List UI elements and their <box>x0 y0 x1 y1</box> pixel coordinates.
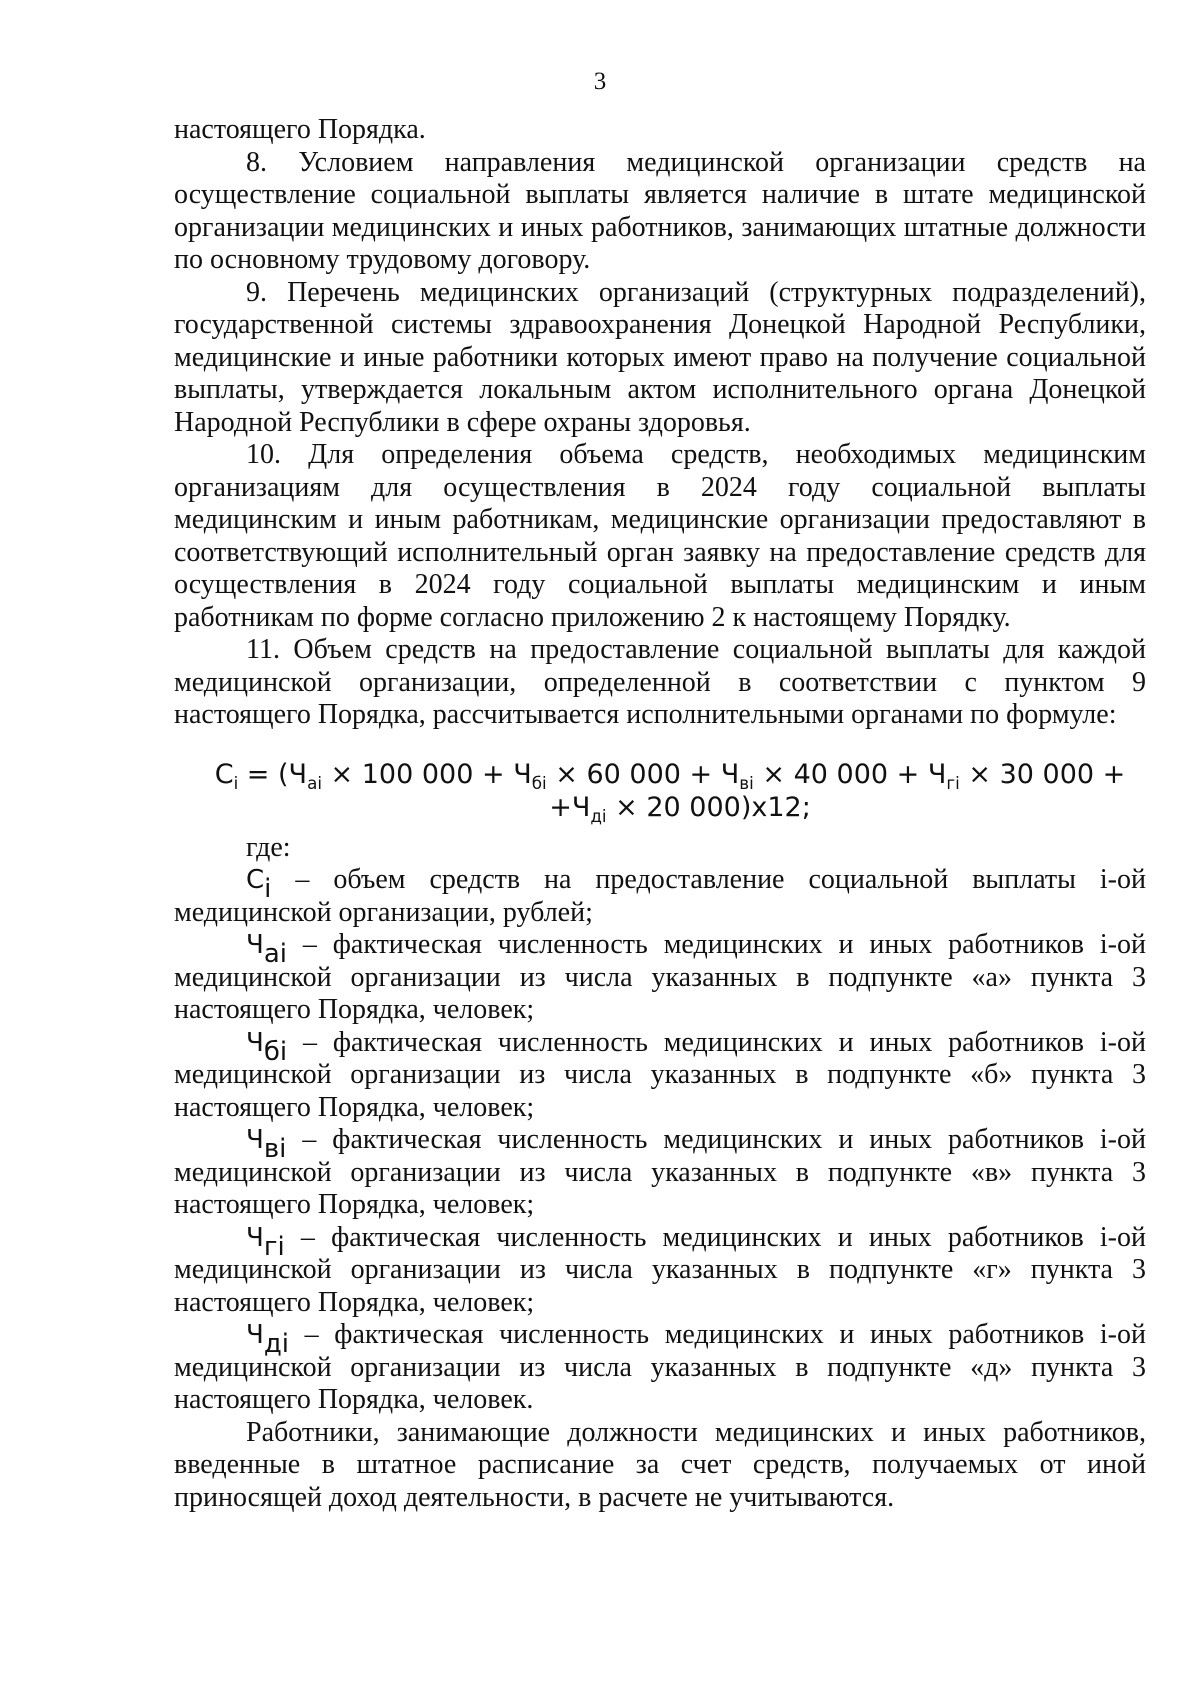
final-paragraph: Работники, занимающие должности медицинских и иных работников, введенные в штатное расписание за счет средств, получаемых от иной приносящей доход деятельности, в расчете не учитываются. <box>174 1416 1146 1513</box>
document-body <box>174 114 1146 1514</box>
formula <box>174 758 1146 824</box>
definition-ch-v: $Ч_{вi}$ – фактическая численность медицинских и иных работников i-ой медицинской организации из числа указанных в подпункте «в» пункта 3 настоящего Порядка, человек; <box>174 1124 1146 1220</box>
paragraph-8: 8. Условием направления медицинской организации средств на осуществление социальной выплаты является наличие в штате медицинской организации медицинских и иных работников, занимающих штатные должности по основному трудовому договору. <box>174 146 1146 275</box>
page-number: 3 <box>593 68 607 95</box>
where-label: где: <box>246 831 291 863</box>
definition-ch-d: $Ч_{дi}$ – фактическая численность медицинских и иных работников i-ой медицинской организации из числа указанных в подпункте «д» пункта 3 настоящего Порядка, человек. <box>174 1319 1146 1415</box>
formula-line-1: $C_i = (Ч_{аi} \times 100$ $000 + Ч_{бi} \times 60$ $000 + Ч_{вi} \times 40$ $000 + Ч_{гi} \times 30$ 000 + <box>214 758 1126 793</box>
paragraph-continuation: настоящего Порядка. <box>174 114 426 145</box>
paragraph-11: 11. Объем средств на предоставление социальной выплаты для каждой медицинской организации, определенной в соответствии с пунктом 9 настоящего Порядка, рассчитывается исполнительными органами по формуле: <box>174 634 1146 730</box>
definition-ch-b: $Ч_{бi}$ – фактическая численность медицинских и иных работников i-ой медицинской организации из числа указанных в подпункте «б» пункта 3 настоящего Порядка, человек; <box>174 1026 1146 1123</box>
definition-c: $C_i$ – объем средств на предоставление социальной выплаты i-ой медицинской организации, рублей; <box>174 864 1146 928</box>
definition-ch-g: $Ч_{гi}$ – фактическая численность медицинских и иных работников i-ой медицинской организации из числа указанных в подпункте «г» пункта 3 настоящего Порядка, человек; <box>174 1221 1146 1318</box>
paragraph-10: 10. Для определения объема средств, необходимых медицинским организациям для осуществления в 2024 году социальной выплаты медицинским и иным работникам, медицинские организации предоставляют в соответствующий исполнительный орган заявку на предоставление средств для осуществления в 2024 году социальной выплаты медицинским и иным работникам по форме согласно приложению 2 к настоящему Порядку. <box>174 439 1146 633</box>
paragraph-9: 9. Перечень медицинских организаций (структурных подразделений), государственной системы здравоохранения Донецкой Народной Республики, медицинские и иные работники которых имеют право на получение социальной выплаты, утверждается локальным актом исполнительного органа Донецкой Народной Республики в сфере охраны здоровья. <box>174 276 1146 438</box>
definition-ch-a: $Ч_{аi}$ – фактическая численность медицинских и иных работников i-ой медицинской организации из числа указанных в подпункте «а» пункта 3 настоящего Порядка, человек; <box>174 929 1146 1025</box>
formula-line-2: $+Ч_{дi} \times 20$ 000)x12; <box>549 791 811 826</box>
